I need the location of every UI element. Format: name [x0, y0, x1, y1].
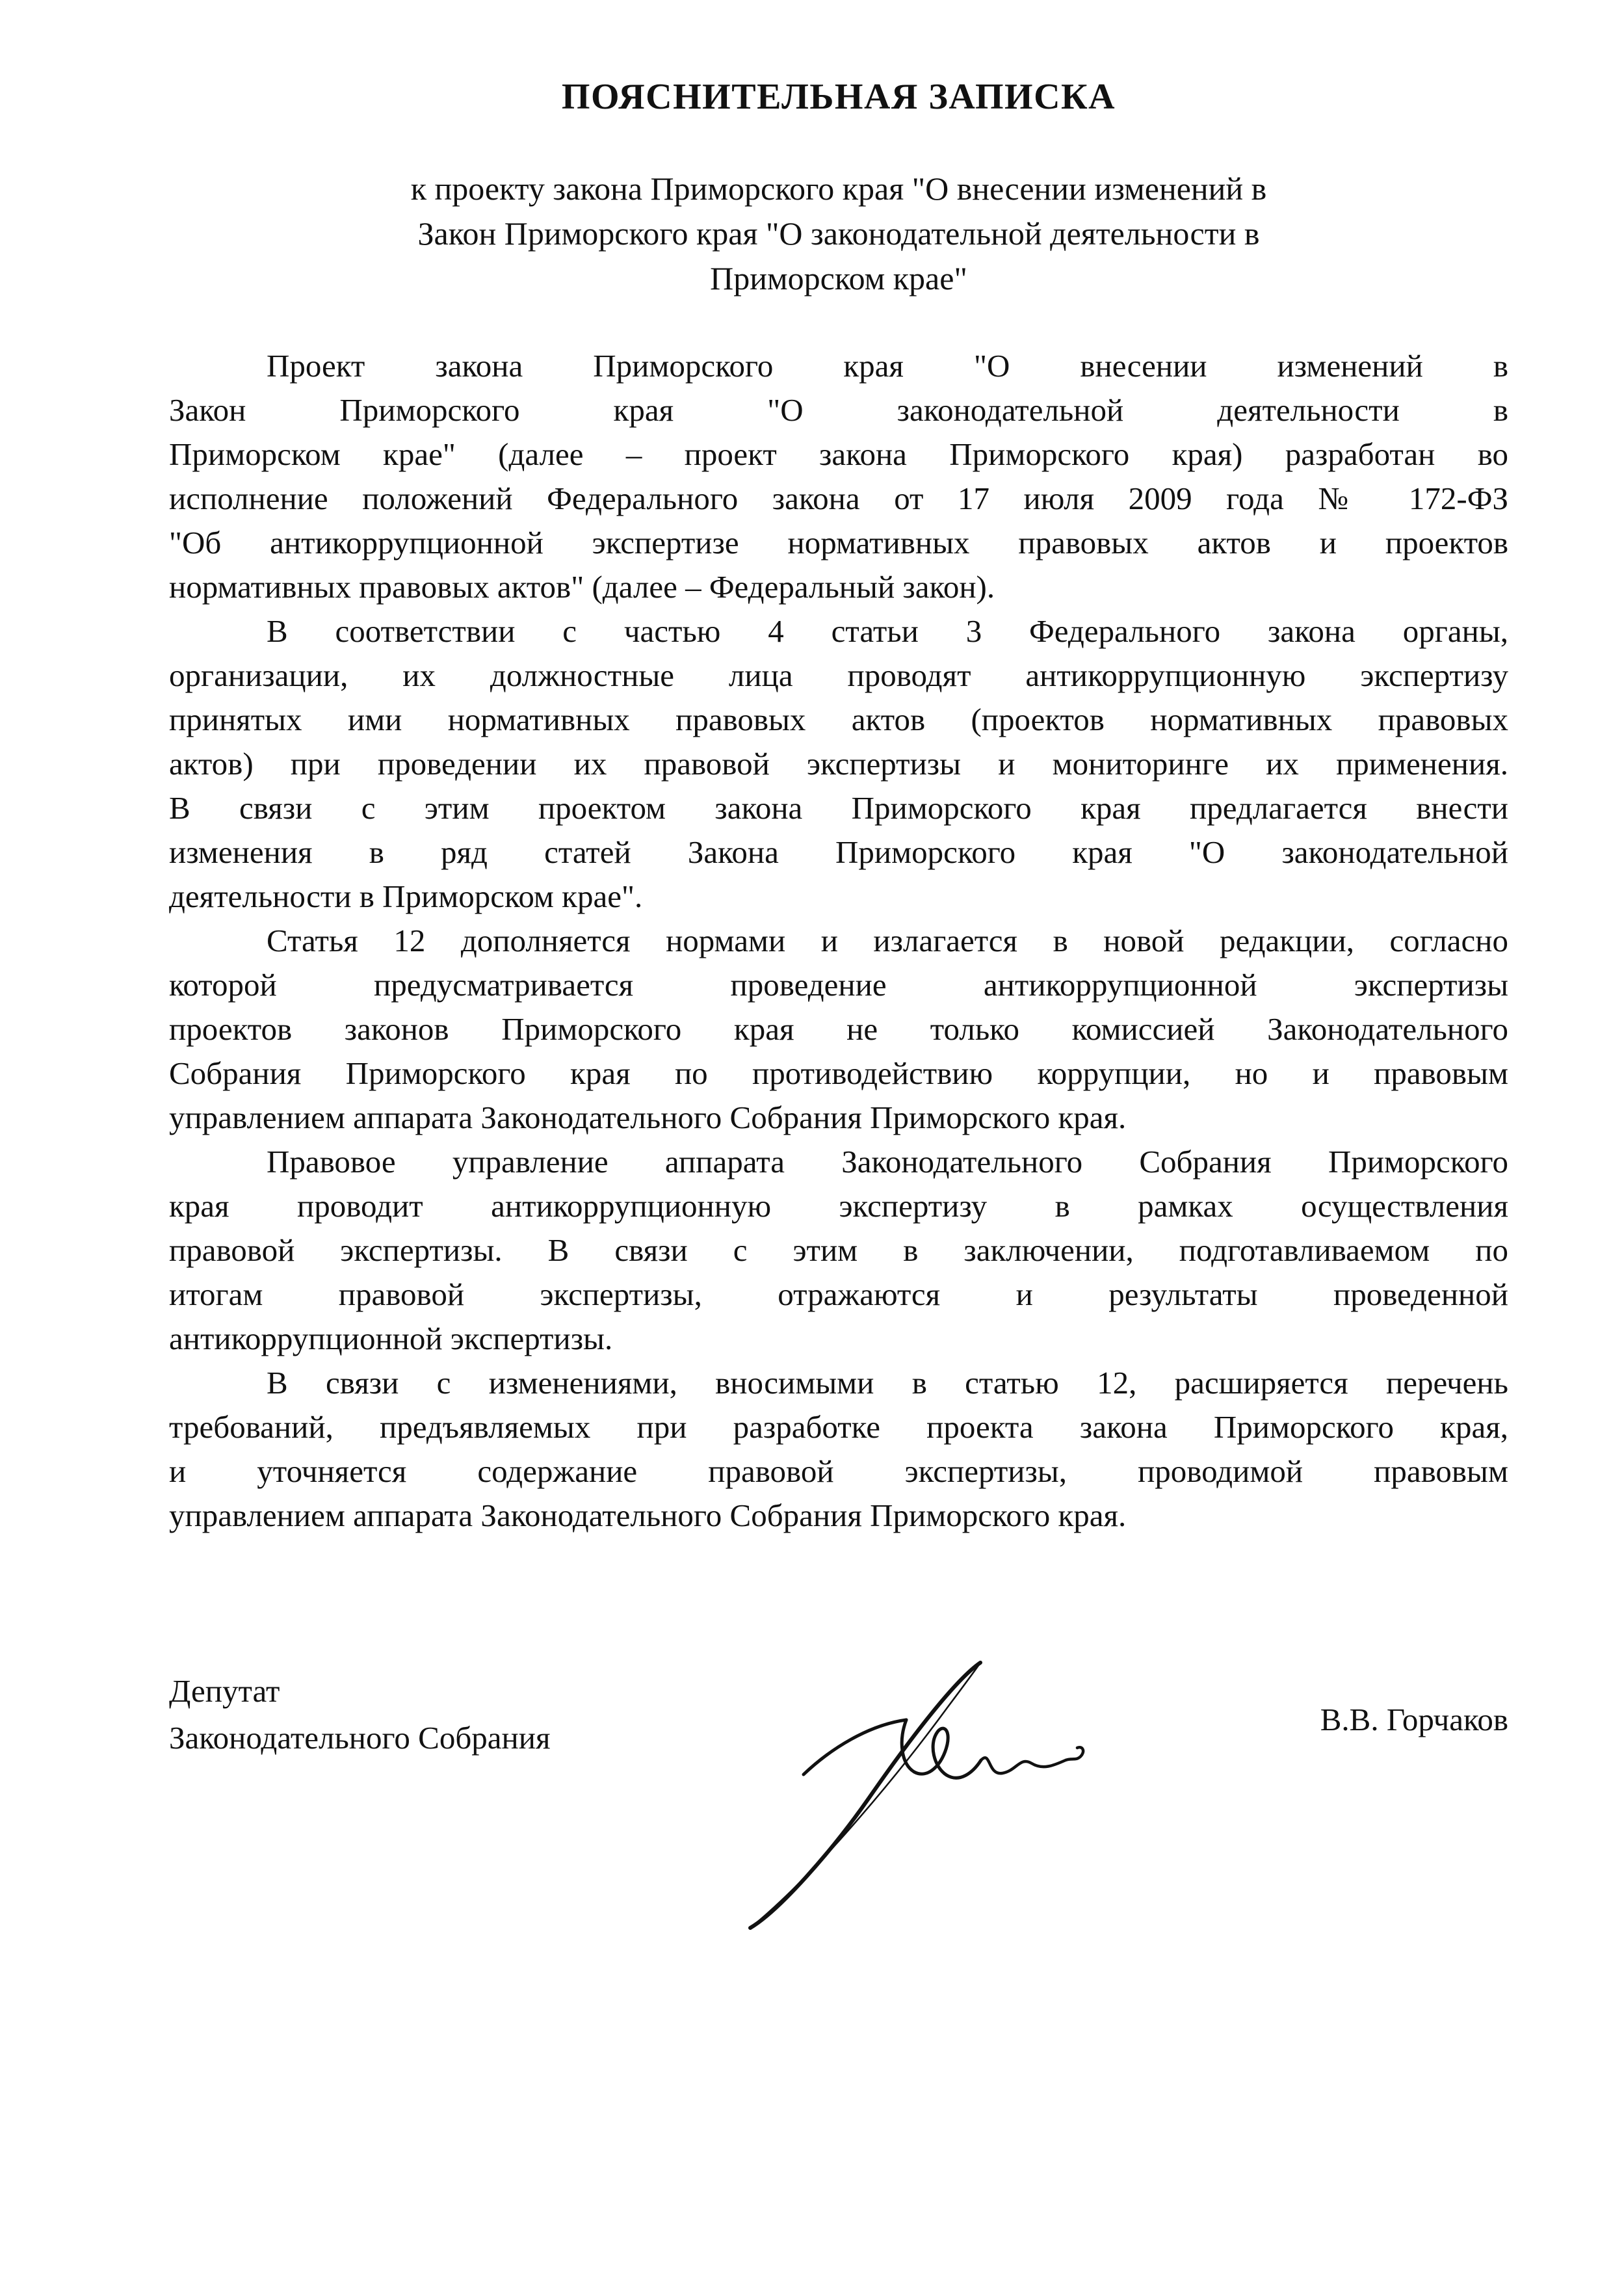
document-title: ПОЯСНИТЕЛЬНАЯ ЗАПИСКА: [561, 77, 1116, 117]
signer-position: [169, 1668, 551, 1761]
text-line: Статья 12 дополняется нормами и излагается в новой редакции, согласно: [267, 923, 1508, 958]
text-line: края проводит антикоррупционную экспертизу в рамках осуществления: [169, 1188, 1508, 1224]
text-line: деятельности в Приморском крае".: [169, 878, 643, 914]
text-line: проектов законов Приморского края не только комиссией Законодательного: [169, 1011, 1508, 1047]
subtitle-line: Приморском крае": [710, 260, 967, 297]
text-line: нормативных правовых актов" (далее – Федеральный закон).: [169, 569, 995, 605]
text-line: актов) при проведении их правовой экспертизы и мониторинге их применения.: [169, 746, 1508, 782]
text-line: правовой экспертизы. В связи с этим в заключении, подготавливаемом по: [169, 1232, 1508, 1268]
text-line: исполнение положений Федерального закона от 17 июля 2009 года № 172-ФЗ: [169, 481, 1508, 516]
signer-name: В.В. Горчаков: [1320, 1702, 1508, 1737]
paragraph-3: [169, 919, 1508, 1140]
text-line: Приморском крае" (далее – проект закона Приморского края) разработан во: [169, 436, 1508, 472]
text-line: Собрания Приморского края по противодействию коррупции, но и правовым: [169, 1055, 1508, 1091]
text-line: Правовое управление аппарата Законодательного Собрания Приморского: [267, 1144, 1508, 1180]
text-line: требований, предъявляемых при разработке проекта закона Приморского края,: [169, 1409, 1508, 1445]
text-line: итогам правовой экспертизы, отражаются и результаты проведенной: [169, 1276, 1508, 1312]
paragraph-2: [169, 609, 1508, 919]
document-body: [169, 344, 1508, 1538]
text-line: управлением аппарата Законодательного Собрания Приморского края.: [169, 1497, 1127, 1533]
text-line: антикоррупционной экспертизы.: [169, 1321, 613, 1356]
text-line: принятых ими нормативных правовых актов (проектов нормативных правовых: [169, 702, 1508, 737]
text-line: "Об антикоррупционной экспертизе нормативных правовых актов и проектов: [169, 525, 1508, 560]
signature-block: [169, 1556, 1508, 1959]
signer-position-line: Депутат: [169, 1673, 280, 1709]
paragraph-5: [169, 1361, 1508, 1538]
text-line: В связи с этим проектом закона Приморского края предлагается внести: [169, 790, 1508, 826]
text-line: которой предусматривается проведение антикоррупционной экспертизы: [169, 967, 1508, 1003]
handwritten-signature-icon: [741, 1652, 1092, 1938]
text-line: управлением аппарата Законодательного Собрания Приморского края.: [169, 1100, 1127, 1135]
signer-position-line: Законодательного Собрания: [169, 1720, 551, 1756]
text-line: организации, их должностные лица проводят антикоррупционную экспертизу: [169, 657, 1508, 693]
text-line: и уточняется содержание правовой экспертизы, проводимой правовым: [169, 1453, 1508, 1489]
text-line: Закон Приморского края "О законодательной деятельности в: [169, 392, 1508, 428]
subtitle-line: Закон Приморского края "О законодательной деятельности в: [417, 215, 1260, 252]
paragraph-1: [169, 344, 1508, 609]
document-subtitle: [169, 166, 1508, 301]
text-line: изменения в ряд статей Закона Приморского края "О законодательной: [169, 834, 1508, 870]
text-line: В связи с изменениями, вносимыми в статью 12, расширяется перечень: [267, 1365, 1508, 1401]
paragraph-4: [169, 1140, 1508, 1361]
text-line: Проект закона Приморского края "О внесении изменений в: [267, 348, 1508, 384]
text-line: В соответствии с частью 4 статьи 3 Федерального закона органы,: [267, 613, 1508, 649]
subtitle-line: к проекту закона Приморского края "О внесении изменений в: [410, 170, 1267, 207]
